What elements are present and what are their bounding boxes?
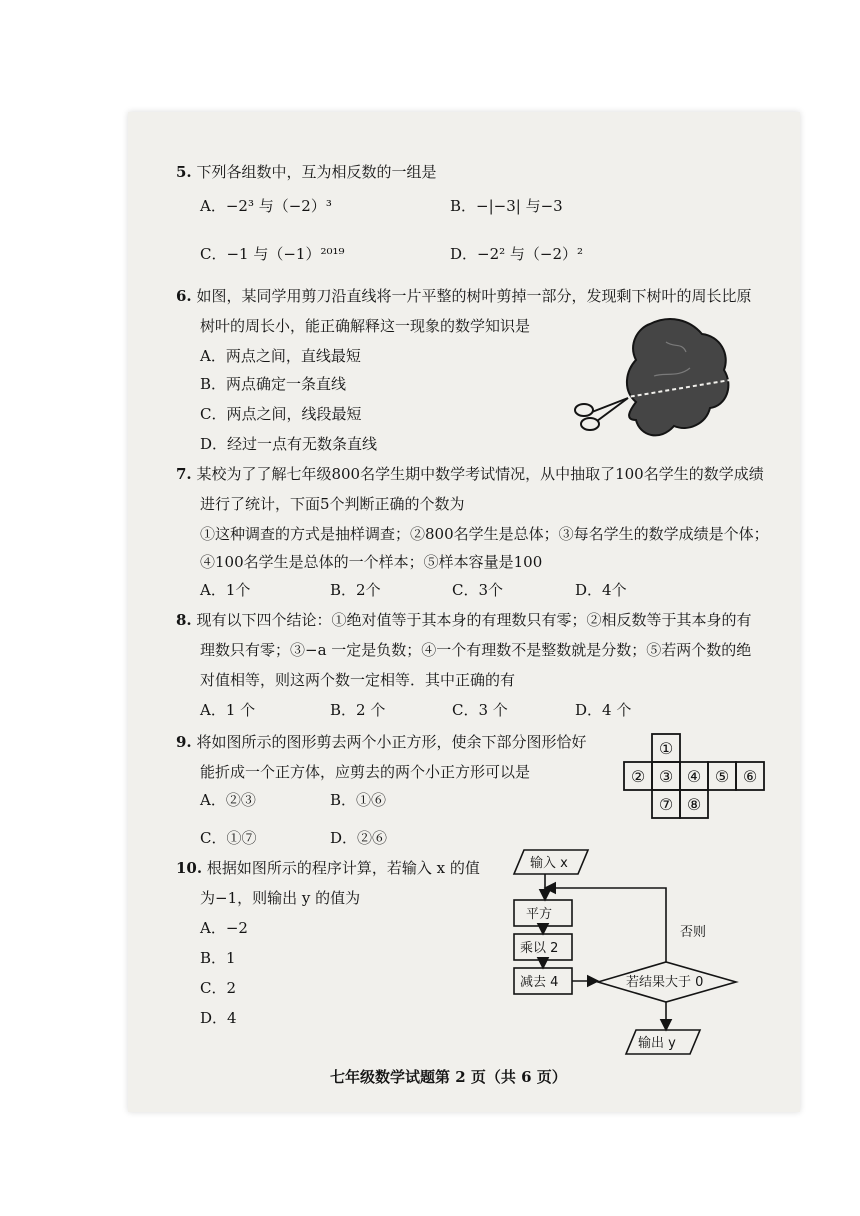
q8-stem-line2: 理数只有零；③−a 一定是负数；④一个有理数不是整数就是分数；⑤若两个数的绝	[200, 641, 752, 659]
q8-stem-line3: 对值相等，则这两个数一定相等．其中正确的有	[200, 671, 516, 689]
q7-option-c[interactable]: C．3个	[452, 581, 504, 599]
q9-option-b[interactable]: B．①⑥	[330, 791, 387, 809]
q5-stem-text: 下列各组数中，互为相反数的一组是	[196, 163, 437, 181]
net-cell-7: ⑦	[658, 795, 674, 814]
q8-number: 8.	[176, 611, 192, 629]
q8-option-c[interactable]: C．3 个	[452, 701, 508, 719]
q7-option-b[interactable]: B．2个	[330, 581, 381, 599]
q8-option-a[interactable]: A．1 个	[200, 701, 256, 719]
q5-option-a[interactable]: A．−2³ 与（−2）³	[200, 197, 332, 215]
q6-option-c[interactable]: C．两点之间，线段最短	[200, 405, 362, 423]
flow-condition-label: 若结果大于 0	[626, 975, 704, 990]
q9-option-c[interactable]: C．①⑦	[200, 829, 257, 847]
q7-stem-line2: 进行了统计，下面5个判断正确的个数为	[200, 495, 465, 513]
q6-stem-line2: 树叶的周长小，能正确解释这一现象的数学知识是	[200, 317, 531, 335]
leaf-shape	[627, 319, 728, 435]
q9-option-d[interactable]: D．②⑥	[330, 829, 388, 847]
q6-number: 6.	[176, 287, 192, 305]
flowchart-figure	[490, 846, 760, 1058]
flow-else-label: 否则	[680, 925, 707, 940]
net-cell-5: ⑤	[714, 767, 730, 786]
net-cell-2: ②	[630, 767, 646, 786]
q6-option-a[interactable]: A．两点之间，直线最短	[200, 347, 361, 365]
q10-stem-line2: 为−1，则输出 y 的值为	[200, 889, 361, 907]
net-cell-6: ⑥	[742, 767, 758, 786]
net-cell-8: ⑧	[686, 795, 702, 814]
net-cell-3: ③	[658, 767, 674, 786]
q5-option-d[interactable]: D．−2² 与（−2）²	[450, 245, 584, 263]
scissors-icon	[575, 398, 628, 430]
q8-option-d[interactable]: D．4 个	[575, 701, 632, 719]
flow-multiply-label: 乘以 2	[520, 941, 559, 956]
q10-option-a[interactable]: A．−2	[200, 919, 248, 937]
q5-stem	[176, 162, 436, 182]
q7-option-d[interactable]: D．4个	[575, 581, 627, 599]
q10-number: 10.	[176, 859, 203, 877]
net-cell-1: ①	[658, 739, 674, 758]
q10-option-b[interactable]: B．1	[200, 949, 236, 967]
flow-input-label: 输入 x	[530, 856, 568, 871]
q10-option-d[interactable]: D．4	[200, 1009, 237, 1027]
q10-option-c[interactable]: C．2	[200, 979, 237, 997]
q5-number: 5.	[176, 163, 192, 181]
q7-stem-line3: ①这种调查的方式是抽样调查；②800名学生是总体；③每名学生的数学成绩是个体；	[200, 525, 769, 543]
q7-number: 7.	[176, 465, 192, 483]
q9-stem-line2: 能折成一个正方体，应剪去的两个小正方形可以是	[200, 763, 531, 781]
q8-option-b[interactable]: B．2 个	[330, 701, 386, 719]
flow-output-label: 输出 y	[638, 1036, 676, 1051]
q7-option-a[interactable]: A．1个	[200, 581, 251, 599]
q5-option-b[interactable]: B．−|−3| 与−3	[450, 197, 563, 215]
q6-stem-line1: 6. 如图，某同学用剪刀沿直线将一片平整的树叶剪掉一部分，发现剩下树叶的周长比原	[176, 287, 752, 305]
q9-stem-line1: 9. 将如图所示的图形剪去两个小正方形，使余下部分图形恰好	[176, 733, 587, 751]
q6-option-d[interactable]: D．经过一点有无数条直线	[200, 435, 378, 453]
q5-option-c[interactable]: C．−1 与（−1）²⁰¹⁹	[200, 245, 345, 263]
q7-stem-line1: 7. 某校为了了解七年级800名学生期中数学考试情况，从中抽取了100名学生的数学成绩	[176, 465, 764, 483]
cube-net-figure	[620, 732, 772, 820]
page-footer: 七年级数学试题第 2 页（共 6 页）	[330, 1068, 567, 1086]
q8-stem-line1: 8. 现有以下四个结论：①绝对值等于其本身的有理数只有零；②相反数等于其本身的有	[176, 611, 752, 629]
flow-subtract-label: 减去 4	[520, 975, 559, 990]
q9-option-a[interactable]: A．②③	[200, 791, 256, 809]
leaf-scissors-figure	[570, 312, 750, 452]
flow-square-label: 平方	[526, 907, 553, 922]
q10-stem-line1: 10. 根据如图所示的程序计算，若输入 x 的值	[176, 859, 480, 877]
q6-option-b[interactable]: B．两点确定一条直线	[200, 375, 347, 393]
q9-number: 9.	[176, 733, 192, 751]
net-cell-4: ④	[686, 767, 702, 786]
q7-stem-line4: ④100名学生是总体的一个样本；⑤样本容量是100	[200, 553, 543, 571]
